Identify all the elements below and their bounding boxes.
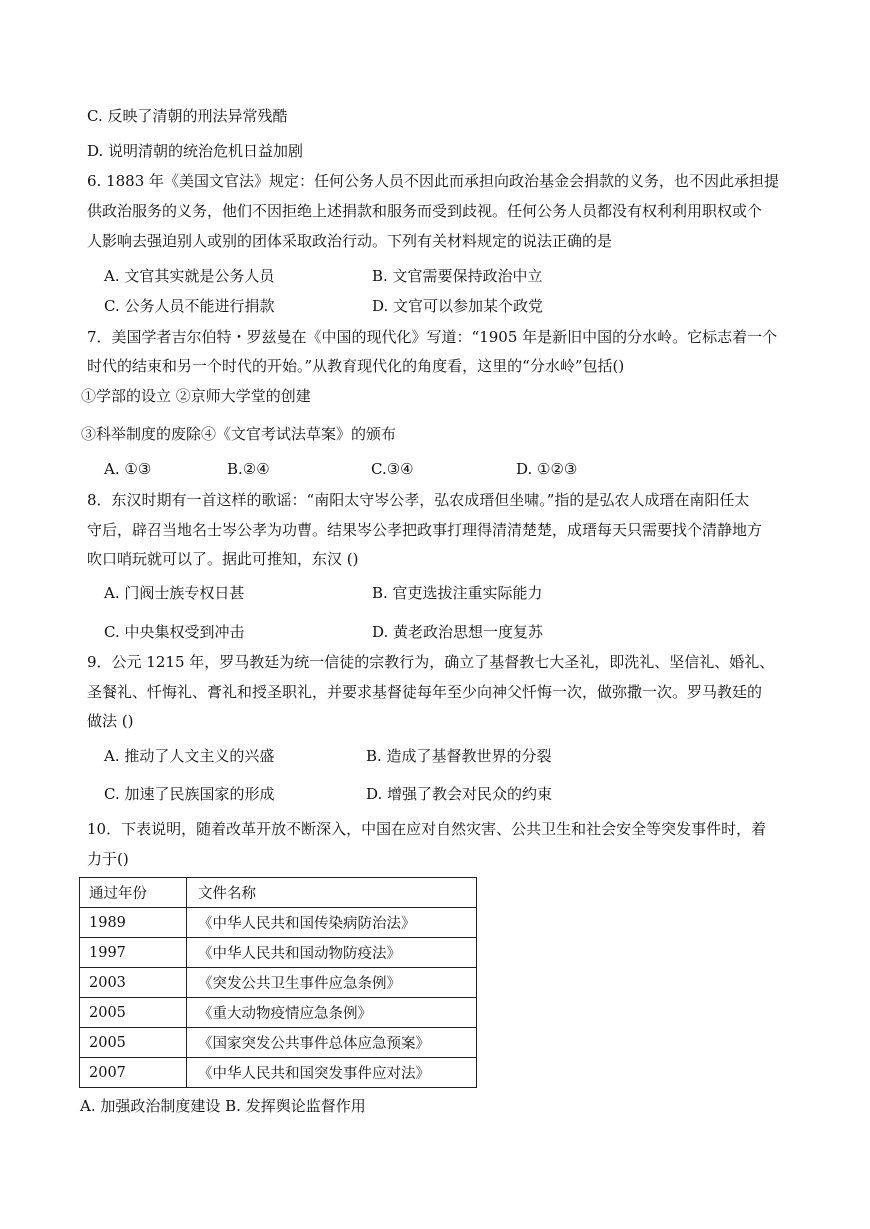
question-8-stem-line-3: 吹口哨玩就可以了。据此可推知，东汉 () — [87, 550, 359, 568]
table-cell-document: 《突发公共卫生事件应急条例》 — [187, 968, 477, 998]
table-header-year: 通过年份 — [80, 878, 187, 908]
question-6-option-b: B. 文官需要保持政治中立 — [372, 267, 543, 285]
question-7-option-d: D. ①②③ — [516, 460, 578, 478]
question-7-option-a: A. ①③ — [104, 460, 152, 478]
table-row — [80, 998, 477, 1028]
table-row — [80, 908, 477, 938]
table-cell-document: 《中华人民共和国动物防疫法》 — [187, 938, 477, 968]
question-9-option-c: C. 加速了民族国家的形成 — [104, 785, 275, 803]
question-7-items-line-1: ①学部的设立 ②京师大学堂的创建 — [81, 387, 311, 405]
question-7-option-b: B.②④ — [227, 460, 270, 478]
table-cell-document: 《重大动物疫情应急条例》 — [187, 998, 477, 1028]
question-9-option-d: D. 增强了教会对民众的约束 — [366, 785, 553, 803]
laws-table — [79, 877, 477, 1088]
question-6-stem-line-3: 人影响去强迫别人或别的团体采取政治行动。下列有关材料规定的说法正确的是 — [87, 232, 613, 250]
question-6-stem-line-1: 6. 1883 年《美国文官法》规定：任何公务人员不因此而承担向政治基金会捐款的义务，也不因此承担提 — [87, 172, 780, 190]
option-d: D. 说明清朝的统治危机日益加剧 — [87, 142, 304, 160]
table-header-document: 文件名称 — [187, 878, 477, 908]
question-7-items-line-2: ③科举制度的废除④《文官考试法草案》的颁布 — [81, 425, 397, 443]
question-9-option-b: B. 造成了基督教世界的分裂 — [366, 747, 552, 765]
question-9-stem-line-1: 9．公元 1215 年，罗马教廷为统一信徒的宗教行为，确立了基督教七大圣礼，即洗礼、坚信礼、婚礼、 — [87, 653, 775, 671]
question-8-stem-line-2: 守后，辟召当地名士岑公孝为功曹。结果岑公孝把政事打理得清清楚楚，成瑨每天只需要找个清静地方 — [87, 521, 763, 539]
question-8-option-d: D. 黄老政治思想一度复苏 — [372, 623, 544, 641]
table-cell-year: 1989 — [80, 908, 187, 938]
table-header-row — [80, 878, 477, 908]
table-cell-document: 《国家突发公共事件总体应急预案》 — [187, 1028, 477, 1058]
question-10-stem-line-1: 10．下表说明，随着改革开放不断深入，中国在应对自然灾害、公共卫生和社会安全等突发事件时，着 — [87, 820, 767, 838]
table-cell-year: 2007 — [80, 1058, 187, 1088]
option-c: C. 反映了清朝的刑法异常残酷 — [87, 107, 288, 125]
question-6-stem-line-2: 供政治服务的义务，他们不因拒绝上述捐款和服务而受到歧视。任何公务人员都没有权利利用职权或个 — [87, 202, 763, 220]
question-6-option-d: D. 文官可以参加某个政党 — [372, 297, 544, 315]
question-10-options-ab: A. 加强政治制度建设 B. 发挥舆论监督作用 — [80, 1097, 366, 1115]
question-7-stem-line-2: 时代的结束和另一个时代的开始。”从教育现代化的角度看，这里的“分水岭”包括() — [87, 357, 625, 375]
question-8-option-a: A. 门阀士族专权日甚 — [104, 584, 245, 602]
table-cell-document: 《中华人民共和国突发事件应对法》 — [187, 1058, 477, 1088]
table-cell-document: 《中华人民共和国传染病防治法》 — [187, 908, 477, 938]
question-6-option-c: C. 公务人员不能进行捐款 — [104, 297, 275, 315]
question-10-stem-line-2: 力于() — [87, 850, 129, 868]
table-cell-year: 2005 — [80, 998, 187, 1028]
table-cell-year: 2003 — [80, 968, 187, 998]
question-6-option-a: A. 文官其实就是公务人员 — [104, 267, 275, 285]
question-7-option-c: C.③④ — [371, 460, 414, 478]
question-9-stem-line-2: 圣餐礼、忏悔礼、膏礼和授圣职礼，并要求基督徒每年至少向神父忏悔一次，做弥撒一次。罗马教廷的 — [87, 683, 763, 701]
table-row — [80, 1028, 477, 1058]
table-cell-year: 1997 — [80, 938, 187, 968]
question-8-stem-line-1: 8．东汉时期有一首这样的歌谣：“南阳太守岑公孝，弘农成瑨但坐啸。”指的是弘农人成瑨在南阳任太 — [87, 491, 750, 509]
question-7-stem-line-1: 7．美国学者吉尔伯特・罗兹曼在《中国的现代化》写道：“1905 年是新旧中国的分水岭。它标志着一个 — [87, 328, 778, 346]
question-9-stem-line-3: 做法 () — [87, 712, 134, 730]
question-8-option-c: C. 中央集权受到冲击 — [104, 623, 245, 641]
question-8-option-b: B. 官吏选拔注重实际能力 — [372, 584, 543, 602]
table-cell-year: 2005 — [80, 1028, 187, 1058]
table-row — [80, 968, 477, 998]
table-row — [80, 938, 477, 968]
table-row — [80, 1058, 477, 1088]
question-9-option-a: A. 推动了人文主义的兴盛 — [104, 747, 275, 765]
